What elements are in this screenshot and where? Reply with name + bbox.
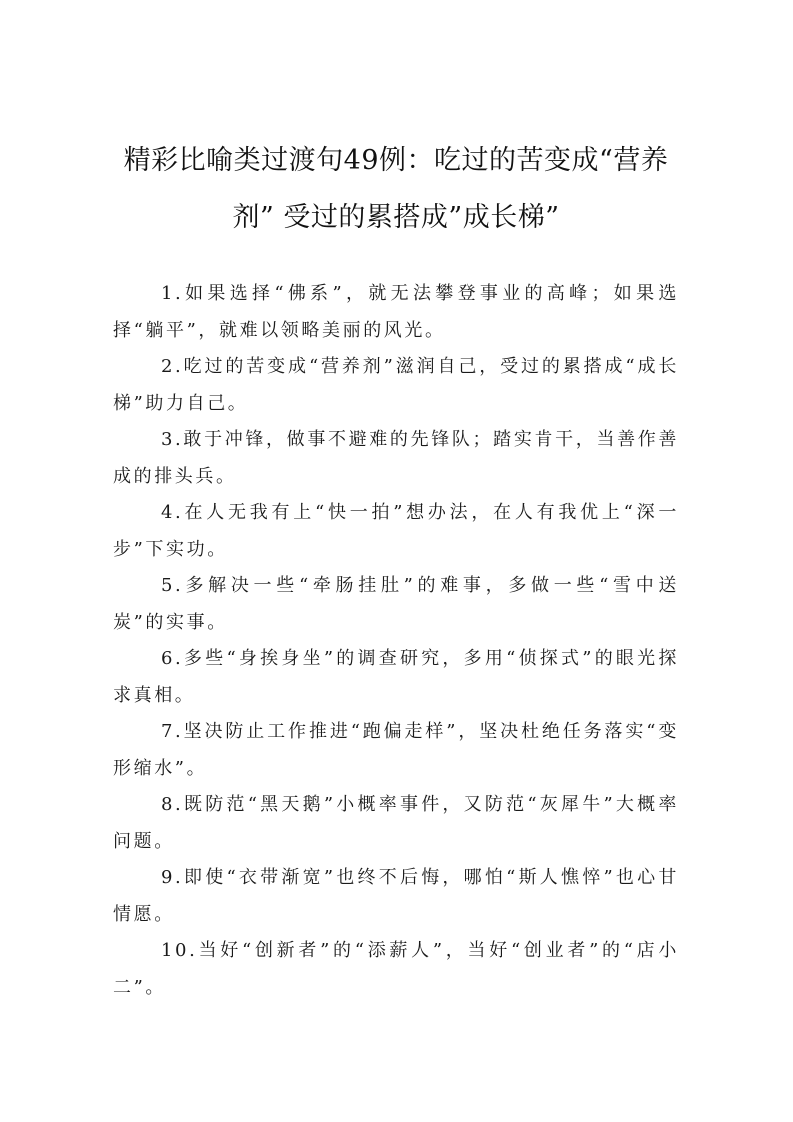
- item-number: 3.: [161, 429, 184, 450]
- item-number: 1.: [161, 283, 184, 304]
- item-text: 多些“身挨身坐”的调查研究，多用“侦探式”的眼光探求真相。: [113, 648, 679, 706]
- item-number: 5.: [161, 575, 184, 596]
- list-item: [113, 933, 679, 1006]
- item-text: 吃过的苦变成“营养剂”滋润自己，受过的累搭成“成长梯”助力自己。: [113, 356, 679, 414]
- list-item: [113, 787, 679, 860]
- item-number: 9.: [161, 867, 184, 888]
- list-item: [113, 568, 679, 641]
- item-number: 8.: [161, 794, 184, 815]
- list-item: [113, 495, 679, 568]
- list-item: [113, 714, 679, 787]
- item-number: 2.: [161, 356, 184, 377]
- list-item: [113, 860, 679, 933]
- item-text: 多解决一些“牵肠挂肚”的难事，多做一些“雪中送炭”的实事。: [113, 575, 679, 633]
- item-text: 当好“创新者”的“添薪人”，当好“创业者”的“店小二”。: [113, 940, 679, 998]
- list-item: [113, 349, 679, 422]
- item-number: 6.: [161, 648, 184, 669]
- document-title: 精彩比喻类过渡句49例：吃过的苦变成“营养剂” 受过的累搭成”成长梯”: [123, 145, 669, 233]
- list-item: [113, 641, 679, 714]
- item-text: 在人无我有上“快一拍”想办法，在人有我优上“深一步”下实功。: [113, 502, 679, 560]
- item-number: 4.: [161, 502, 184, 523]
- item-text: 既防范“黑天鹅”小概率事件，又防范“灰犀牛”大概率问题。: [113, 794, 679, 852]
- item-number: 10.: [161, 940, 198, 961]
- document-body: [113, 276, 679, 1006]
- list-item: [113, 422, 679, 495]
- item-text: 敢于冲锋，做事不避难的先锋队；踏实肯干，当善作善成的排头兵。: [113, 429, 679, 487]
- item-number: 7.: [161, 721, 184, 742]
- item-text: 即使“衣带渐宽”也终不后悔，哪怕“斯人憔悴”也心甘情愿。: [113, 867, 679, 925]
- item-text: 如果选择“佛系”，就无法攀登事业的高峰；如果选择“躺平”，就难以领略美丽的风光。: [113, 283, 679, 341]
- item-text: 坚决防止工作推进“跑偏走样”，坚决杜绝任务落实“变形缩水”。: [113, 721, 679, 779]
- list-item: [113, 276, 679, 349]
